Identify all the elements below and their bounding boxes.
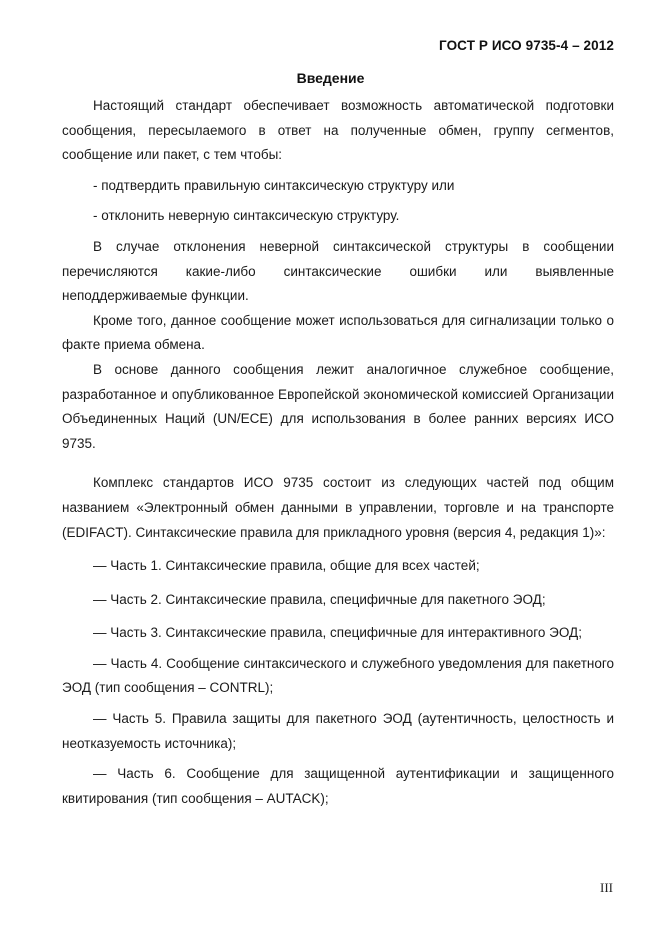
document-body xyxy=(62,94,614,811)
paragraph-rejection: В случае отклонения неверной синтаксической структуры в сообщении перечисляются какие-либо синтаксические ошибки или выявленные неподдерживаемые функции. xyxy=(62,238,614,304)
section-title: Введение xyxy=(296,70,365,86)
part-list-item-2: — Часть 2. Синтаксические правила, специфичные для пакетного ЭОД; xyxy=(93,591,546,607)
list-item-confirm: - подтвердить правильную синтаксическую структуру или xyxy=(93,177,455,193)
part-list-item-3: — Часть 3. Синтаксические правила, специфичные для интерактивного ЭОД; xyxy=(93,625,582,641)
part-list-item-4: — Часть 4. Сообщение синтаксического и служебного уведомления для пакетного ЭОД (тип сообщения – CONTRL); xyxy=(62,655,614,696)
part-list-item-5: — Часть 5. Правила защиты для пакетного ЭОД (аутентичность, целостность и неотказуемость источника); xyxy=(62,711,614,751)
list-item-reject: - отклонить неверную синтаксическую структуру. xyxy=(93,208,400,224)
paragraph-series: Комплекс стандартов ИСО 9735 состоит из следующих частей под общим названием «Электронный обмен данными в управлении, торговле и на транспорте (EDIFACT). Синтаксические правила для прикладного уровня (версия 4, редакция 1)»: xyxy=(62,475,614,540)
paragraph-signal: Кроме того, данное сообщение может использоваться для сигнализации только о факте приема обмена. xyxy=(62,312,614,353)
paragraph-origin: В основе данного сообщения лежит аналогичное служебное сообщение, разработанное и опубликованное Европейской экономической комиссией Организации Объединенных Наций (UN/ECE) для использования в более ранних версиях ИСО 9735. xyxy=(62,361,614,451)
page-number: III xyxy=(600,880,613,895)
part-list-item-1: — Часть 1. Синтаксические правила, общие для всех частей; xyxy=(93,558,480,574)
paragraph-intro: Настоящий стандарт обеспечивает возможность автоматической подготовки сообщения, пересылаемого в ответ на полученные обмен, группу сегментов, сообщение или пакет, с тем чтобы: xyxy=(62,98,614,163)
document-header: ГОСТ Р ИСО 9735-4 – 2012 xyxy=(439,38,614,53)
part-list-item-6: — Часть 6. Сообщение для защищенной аутентификации и защищенного квитирования (тип сообщения – AUTACK); xyxy=(62,766,614,806)
